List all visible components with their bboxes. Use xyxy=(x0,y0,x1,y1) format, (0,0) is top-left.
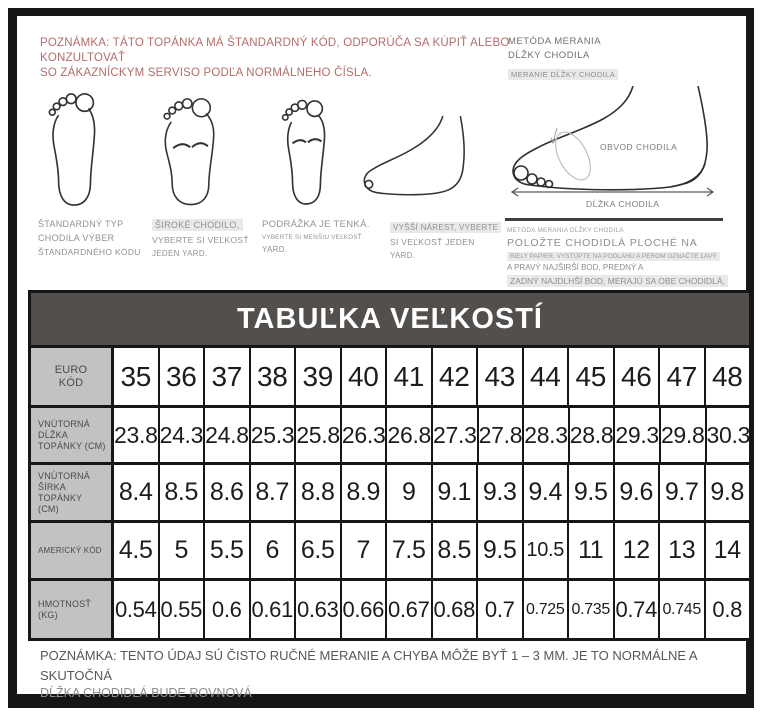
table-cell: 45 xyxy=(569,348,615,405)
foot-tip-wide xyxy=(152,219,267,258)
table-cell: 9.5 xyxy=(478,523,524,578)
table-cell: 6 xyxy=(251,523,297,578)
foot-tip-line: VYBERTE SI VEĽKOSŤ xyxy=(152,235,249,245)
foot-tip-line: YARD. xyxy=(262,245,288,254)
instruction-line: POLOŽTE CHODIDLÁ PLOCHÉ NA xyxy=(507,237,698,249)
table-cell: 25.8 xyxy=(296,408,342,462)
table-cell: 29.3 xyxy=(615,408,661,462)
table-cell: 28.8 xyxy=(570,408,616,462)
foot-tip-line: ŠIROKÉ CHODILO, xyxy=(152,219,243,231)
table-row-inner-length xyxy=(31,405,749,462)
measure-instructions xyxy=(507,227,749,299)
foot-tip-line: ŠTANDARDNÝ TYP xyxy=(38,219,124,229)
table-cell: 38 xyxy=(251,348,297,405)
table-cell: 9 xyxy=(387,465,433,520)
row-label-line: HMOTNOSŤ xyxy=(38,598,92,609)
table-cell: 30.3 xyxy=(706,421,751,448)
table-cell: 27.8 xyxy=(479,408,525,462)
table-cell: 0.735 xyxy=(569,581,615,638)
table-cell: 9.1 xyxy=(433,465,479,520)
table-cell: 8.9 xyxy=(342,465,388,520)
table-cell: 13 xyxy=(660,523,706,578)
table-cell: 37 xyxy=(205,348,251,405)
table-cell: 12 xyxy=(615,523,661,578)
foot-tip-high-instep xyxy=(390,222,505,260)
row-label-line: VNÚTORNÁ ŠÍRKA xyxy=(38,470,90,492)
table-row-weight xyxy=(31,578,749,638)
row-label xyxy=(31,408,114,462)
table-cell: 0.6 xyxy=(205,581,251,638)
table-cell: 26.3 xyxy=(342,408,388,462)
size-table xyxy=(28,290,752,641)
foot-tip-line: PODRÁŽKA JE TENKÁ. xyxy=(262,219,370,230)
fit-note xyxy=(40,36,510,81)
measurement-note-line-2: DĹŽKA CHODIDLÁ BUDE ROVNOVÁ xyxy=(40,686,252,700)
table-cell: 0.8 xyxy=(712,596,743,622)
measure-method-line-2: DĹŽKY CHODILA xyxy=(508,50,590,61)
table-cell: 5 xyxy=(160,523,206,578)
size-table-title: TABUĽKA VEĽKOSTÍ xyxy=(31,293,749,345)
section-divider-line xyxy=(505,218,723,221)
table-cell: 43 xyxy=(478,348,524,405)
table-cell: 29.8 xyxy=(661,408,707,462)
wide-foot-icon xyxy=(160,92,222,210)
table-cell: 48 xyxy=(711,360,743,392)
table-cell: 0.54 xyxy=(114,581,160,638)
table-cell: 42 xyxy=(433,348,479,405)
table-cell: 0.61 xyxy=(251,581,297,638)
row-label-line: EURO xyxy=(54,363,88,376)
measurement-note xyxy=(40,646,740,700)
table-cell: 44 xyxy=(524,348,570,405)
foot-tip-line: YARD. xyxy=(390,251,416,260)
table-cell: 8.5 xyxy=(433,523,479,578)
table-cell: 0.74 xyxy=(615,581,661,638)
table-cell: 4.5 xyxy=(114,523,160,578)
foot-tip-line: ŠTANDARDNÉHO KÓDU xyxy=(38,247,141,257)
table-cell: 9.6 xyxy=(615,465,661,520)
table-cell: 9.4 xyxy=(524,465,570,520)
instruction-line: ZADNÝ NAJDLHŠÍ BOD, MERAJÚ SA OBE CHODIDLÁ, xyxy=(507,275,728,287)
table-cell: 0.67 xyxy=(387,581,433,638)
table-cell: 24.3 xyxy=(160,408,206,462)
table-cell: 7 xyxy=(342,523,388,578)
foot-tip-line: CHODILA VÝBER xyxy=(38,233,115,243)
table-cell: 46 xyxy=(615,348,661,405)
table-cell: 7.5 xyxy=(387,523,433,578)
table-cell: 14 xyxy=(713,536,741,564)
table-cell: 0.66 xyxy=(342,581,388,638)
length-label: DĹŽKA CHODILA xyxy=(586,199,660,209)
table-cell: 41 xyxy=(387,348,433,405)
standard-foot-icon xyxy=(46,88,104,210)
table-cell: 0.68 xyxy=(433,581,479,638)
table-cell: 23.8 xyxy=(114,408,160,462)
instruction-line: BIELY PAPIER, VYSTÚPTE NA PODLAHU A PEROM OZNAČTE ĽAVÝ xyxy=(507,252,720,261)
table-row-euro-code xyxy=(31,345,749,405)
row-label-line: KÓD xyxy=(58,376,84,389)
instruction-line: A PRAVÝ NAJŠIRŠÍ BOD, PREDNÝ A xyxy=(507,263,644,272)
table-cell: 6.5 xyxy=(296,523,342,578)
row-label-line: (CM) xyxy=(38,503,59,514)
table-cell: 24.8 xyxy=(205,408,251,462)
table-cell: 9.5 xyxy=(569,465,615,520)
foot-tip-line: VYŠŠÍ NÁREST, VYBERTE xyxy=(390,222,501,233)
table-cell: 0.63 xyxy=(296,581,342,638)
row-label xyxy=(31,348,114,405)
table-cell: 11 xyxy=(569,523,615,578)
table-row-inner-width xyxy=(31,462,749,520)
table-cell: 8.5 xyxy=(160,465,206,520)
row-label-line: (KG) xyxy=(38,609,58,620)
table-cell: 9.8 xyxy=(710,478,745,506)
table-cell: 0.725 xyxy=(524,581,570,638)
table-cell: 0.55 xyxy=(160,581,206,638)
table-cell: 27.3 xyxy=(433,408,479,462)
table-cell: 28.3 xyxy=(524,408,570,462)
row-label xyxy=(31,465,114,520)
row-label-line: AMERICKÝ KÓD xyxy=(38,546,102,555)
thin-sole-foot-icon xyxy=(280,95,332,209)
table-row-us-code xyxy=(31,520,749,578)
table-cell: 10.5 xyxy=(524,523,570,578)
row-label-line: VNÚTORNÁ DĹŽKA xyxy=(38,418,90,440)
foot-tip-thin-sole xyxy=(262,219,387,254)
table-cell: 26.8 xyxy=(387,408,433,462)
table-cell: 8.8 xyxy=(296,465,342,520)
table-cell: 9.3 xyxy=(478,465,524,520)
girth-label: OBVOD CHODILA xyxy=(600,142,678,152)
table-cell: 40 xyxy=(342,348,388,405)
table-cell: 25.3 xyxy=(251,408,297,462)
table-cell: 39 xyxy=(296,348,342,405)
measurement-note-line-1: POZNÁMKA: TENTO ÚDAJ SÚ ČISTO RUČNÉ MERANIE A CHYBA MÔŽE BYŤ 1 – 3 MM. JE TO NORMÁLNE A SKUTOČNÁ xyxy=(40,648,697,683)
table-cell: 0.7 xyxy=(478,581,524,638)
row-label-line: TOPÁNKY (CM) xyxy=(38,440,106,451)
table-cell: 47 xyxy=(660,348,706,405)
row-label xyxy=(31,523,114,578)
foot-tip-line: JEDEN YARD. xyxy=(152,249,208,258)
table-cell: 8.6 xyxy=(205,465,251,520)
row-label-line: TOPÁNKY xyxy=(38,492,83,503)
foot-tip-line: VYBERTE SI MENŠIU VEĽKOSŤ xyxy=(262,234,362,241)
table-cell: 8.7 xyxy=(251,465,297,520)
table-cell: 8.4 xyxy=(114,465,160,520)
foot-tip-line: SI VEĽKOSŤ JEDEN xyxy=(390,237,475,247)
table-cell: 9.7 xyxy=(660,465,706,520)
table-cell: 35 xyxy=(114,348,160,405)
table-cell: 5.5 xyxy=(205,523,251,578)
fit-note-line-2: SO ZÁKAZNÍCKYM SERVISO PODĽA NORMÁLNEHO ČÍSLA. xyxy=(40,67,372,79)
instruction-line: METÓDA MERANIA DĹŽKY CHODILA xyxy=(507,227,624,234)
table-cell: 36 xyxy=(160,348,206,405)
measure-method-heading xyxy=(508,36,688,82)
high-instep-foot-icon xyxy=(360,112,475,204)
measure-method-line-1: METÓDA MERANIA xyxy=(508,36,602,47)
fit-note-line-1: POZNÁMKA: TÁTO TOPÁNKA MÁ ŠTANDARDNÝ KÓD, ODPORÚČA SA KÚPIŤ ALEBO KONZULTOVAŤ xyxy=(40,37,510,64)
measure-method-line-3: MERANIE DĹŽKY CHODILA xyxy=(508,69,618,80)
row-label xyxy=(31,581,114,638)
table-cell: 0.745 xyxy=(660,581,706,638)
